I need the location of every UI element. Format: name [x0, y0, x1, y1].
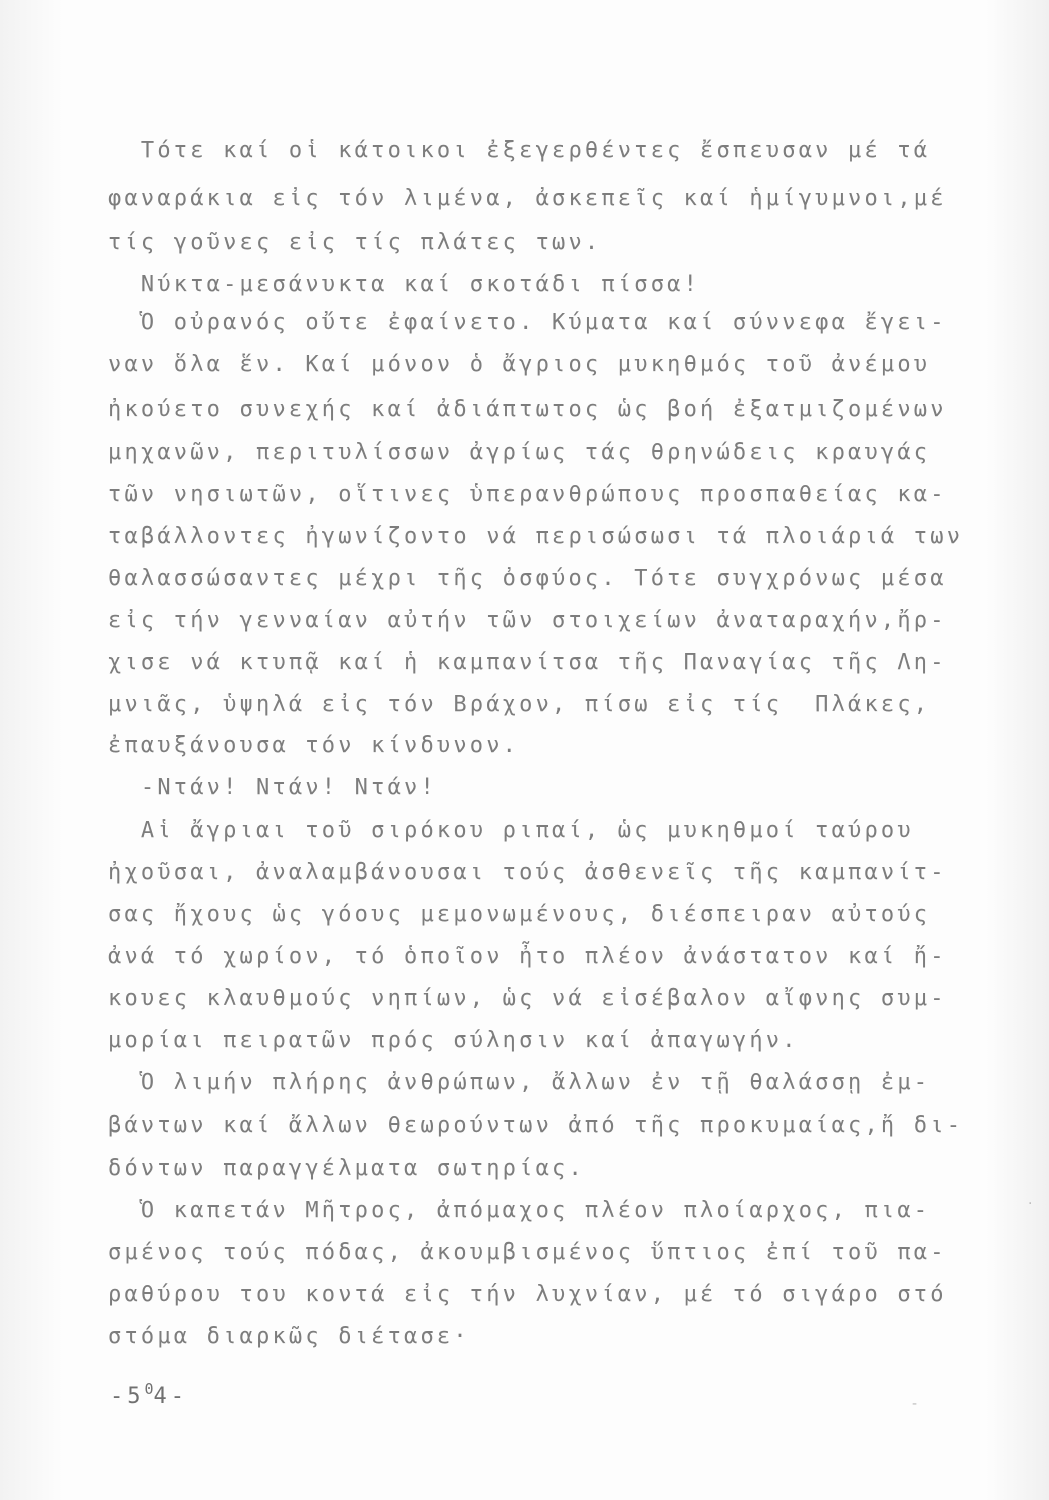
text-line: εἰς τήν γενναίαν αὐτήν τῶν στοιχείων ἀναταραχήν,ἤρ-: [108, 608, 947, 633]
text-line: κουες κλαυθμούς νηπίων, ὡς νά εἰσέβαλον αἴφνης συμ-: [108, 986, 947, 1011]
text-line: ναν ὅλα ἕν. Καί μόνον ὁ ἄγριος μυκηθμός τοῦ ἀνέμου: [108, 352, 931, 377]
text-line: ἀνά τό χωρίον, τό ὁποῖον ἦτο πλέον ἀνάστατον καί ἤ-: [108, 944, 947, 969]
text-line: θαλασσώσαντες μέχρι τῆς ὀσφύος. Τότε συγχρόνως μέσα: [108, 566, 947, 591]
page-number-prefix: -5: [110, 1384, 145, 1409]
text-line: Ὁ καπετάν Μῆτρος, ἀπόμαχος πλέον πλοίαρχος, πια-: [108, 1198, 931, 1223]
page-number-superscript: 0: [144, 1380, 154, 1398]
text-line: στόμα διαρκῶς διέτασε·: [108, 1324, 470, 1349]
text-line: Ὁ λιμήν πλήρης ἀνθρώπων, ἄλλων ἐν τῇ θαλάσσῃ ἐμ-: [108, 1070, 931, 1095]
text-line: μηχανῶν, περιτυλίσσων ἀγρίως τάς θρηνώδεις κραυγάς: [108, 440, 931, 465]
text-line: Ὁ οὐρανός οὔτε ἐφαίνετο. Κύματα καί σύννεφα ἔγει-: [108, 310, 947, 335]
text-line: ταβάλλοντες ἠγωνίζοντο νά περισώσωσι τά πλοιάριά των: [108, 524, 964, 549]
text-line: βάντων καί ἄλλων θεωρούντων ἀπό τῆς προκυμαίας,ἤ δι-: [108, 1113, 964, 1138]
page-number-suffix: 4-: [153, 1384, 189, 1409]
text-line: Νύκτα-μεσάνυκτα καί σκοτάδι πίσσα!: [108, 272, 701, 297]
ink-speck-mark: ·: [1028, 1196, 1033, 1212]
ink-speck-mark: -: [912, 1396, 918, 1412]
text-line: τίς γοῦνες εἰς τίς πλάτες των.: [108, 230, 602, 255]
text-line: ἠκούετο συνεχής καί ἀδιάπτωτος ὡς βοή ἐξατμιζομένων: [108, 397, 947, 422]
text-line: ραθύρου του κοντά εἰς τήν λυχνίαν, μέ τό σιγάρο στό: [108, 1282, 947, 1307]
text-line: μορίαι πειρατῶν πρός σύλησιν καί ἀπαγωγήν.: [108, 1028, 799, 1053]
text-line: σας ἤχους ὡς γόους μεμονωμένους, διέσπειραν αὐτούς: [108, 902, 931, 927]
text-line: τῶν νησιωτῶν, οἵτινες ὑπερανθρώπους προσπαθείας κα-: [108, 482, 947, 507]
text-line: Αἱ ἄγριαι τοῦ σιρόκου ριπαί, ὡς μυκηθμοί ταύρου: [108, 818, 914, 843]
text-line: Τότε καί οἱ κάτοικοι ἐξεγερθέντες ἔσπευσαν μέ τά: [108, 138, 931, 163]
text-line: -Ντάν! Ντάν! Ντάν!: [108, 775, 437, 800]
text-line: ἐπαυξάνουσα τόν κίνδυνον.: [108, 733, 520, 758]
page-number: [110, 1380, 188, 1409]
text-line: ἠχοῦσαι, ἀναλαμβάνουσαι τούς ἀσθενεῖς τῆς καμπανίτ-: [108, 860, 947, 885]
text-line: μνιᾶς, ὑψηλά εἰς τόν Βράχον, πίσω εἰς τίς Πλάκες,: [108, 692, 931, 717]
text-line: χισε νά κτυπᾷ καί ἡ καμπανίτσα τῆς Παναγίας τῆς Λη-: [108, 650, 947, 675]
text-line: σμένος τούς πόδας, ἀκουμβισμένος ὕπτιος ἐπί τοῦ πα-: [108, 1240, 947, 1265]
text-line: φαναράκια εἰς τόν λιμένα, ἀσκεπεῖς καί ἡμίγυμνοι,μέ: [108, 186, 947, 211]
text-line: δόντων παραγγέλματα σωτηρίας.: [108, 1156, 585, 1181]
